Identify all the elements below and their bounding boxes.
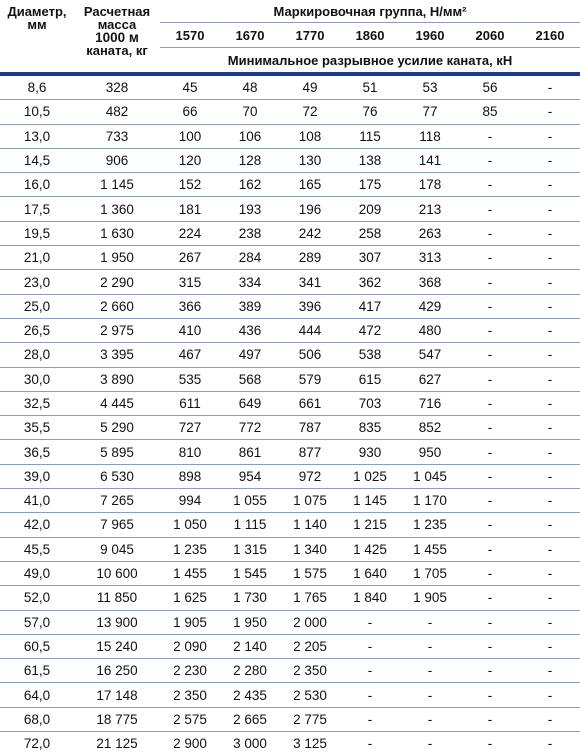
table-row [0, 76, 580, 100]
force-cell: 1 340 [280, 537, 340, 561]
force-cell: 178 [400, 173, 460, 197]
table-row [0, 683, 580, 707]
force-cell: 334 [220, 270, 280, 294]
force-cell: 76 [340, 100, 400, 124]
force-cell: - [400, 634, 460, 658]
mass-line-4: каната, кг [86, 43, 148, 58]
force-cell: - [400, 707, 460, 731]
force-cell: 53 [400, 76, 460, 100]
diameter-cell: 32,5 [0, 391, 74, 415]
force-cell: - [340, 683, 400, 707]
force-cell: - [520, 294, 580, 318]
force-cell: 162 [220, 173, 280, 197]
force-cell: - [520, 561, 580, 585]
diameter-cell: 61,5 [0, 659, 74, 683]
force-cell: - [460, 586, 520, 610]
force-cell: - [400, 610, 460, 634]
force-cell: 3 125 [293, 736, 327, 752]
force-cell: 1 045 [400, 464, 460, 488]
mass-cell: 6 530 [74, 464, 160, 488]
mass-cell: 1 360 [74, 197, 160, 221]
force-cell: - [340, 707, 400, 731]
table-row [0, 197, 580, 221]
force-cell: 2 000 [280, 610, 340, 634]
force-cell: 994 [160, 489, 220, 513]
force-cell: 115 [340, 124, 400, 148]
force-cell: 1 075 [280, 489, 340, 513]
force-cell: 213 [400, 197, 460, 221]
force-cell: 2 280 [220, 659, 280, 683]
force-cell: 3 000 [233, 736, 267, 752]
force-cell: - [460, 634, 520, 658]
force-cell: 611 [160, 391, 220, 415]
force-cell: - [520, 100, 580, 124]
table-row [0, 173, 580, 197]
force-cell: - [520, 464, 580, 488]
force-cell: - [460, 148, 520, 172]
mass-cell: 3 890 [74, 367, 160, 391]
mass-cell: 1 145 [74, 173, 160, 197]
force-cell: 954 [220, 464, 280, 488]
force-cell: 615 [340, 367, 400, 391]
force-cell: 1 455 [400, 537, 460, 561]
grade-header-1860: 1860 [340, 23, 400, 48]
diameter-cell: 21,0 [0, 246, 74, 270]
table-row [0, 537, 580, 561]
diameter-cell: 72,0 [23, 736, 51, 752]
force-cell: - [460, 246, 520, 270]
mass-line-1: Расчетная [83, 4, 151, 19]
force-cell: - [460, 440, 520, 464]
force-cell: - [547, 736, 553, 752]
force-cell: 238 [220, 221, 280, 245]
mass-cell: 15 240 [74, 634, 160, 658]
force-cell: 1 840 [340, 586, 400, 610]
force-cell: 1 235 [400, 513, 460, 537]
table-row [0, 294, 580, 318]
force-cell: 313 [400, 246, 460, 270]
mass-cell: 328 [74, 76, 160, 100]
force-cell: - [340, 659, 400, 683]
mass-cell: 482 [74, 100, 160, 124]
force-cell: - [520, 318, 580, 342]
force-cell: - [460, 513, 520, 537]
force-cell: 568 [220, 367, 280, 391]
mass-cell: 7 265 [74, 489, 160, 513]
force-cell: 49 [280, 76, 340, 100]
force-cell: 128 [220, 148, 280, 172]
force-cell: 535 [160, 367, 220, 391]
diameter-cell: 23,0 [0, 270, 74, 294]
force-cell: - [520, 246, 580, 270]
force-cell: 100 [160, 124, 220, 148]
force-cell: - [460, 610, 520, 634]
grade-header-1960: 1960 [400, 23, 460, 48]
diameter-header [0, 0, 74, 72]
force-cell: - [460, 294, 520, 318]
force-cell: 972 [280, 464, 340, 488]
force-cell: 56 [460, 76, 520, 100]
mass-cell: 733 [74, 124, 160, 148]
force-cell: - [460, 391, 520, 415]
table-row [0, 343, 580, 367]
force-cell: 1 115 [220, 513, 280, 537]
force-cell: 852 [400, 416, 460, 440]
table-row [0, 586, 580, 610]
force-cell: - [460, 561, 520, 585]
force-cell: 930 [340, 440, 400, 464]
force-cell: 444 [280, 318, 340, 342]
force-cell: 108 [280, 124, 340, 148]
force-cell: 1 640 [340, 561, 400, 585]
force-cell: - [460, 318, 520, 342]
table-row [0, 148, 580, 172]
force-cell: 2 205 [280, 634, 340, 658]
force-cell: - [400, 683, 460, 707]
force-cell: - [520, 76, 580, 100]
mass-cell: 5 290 [74, 416, 160, 440]
force-cell: 1 140 [280, 513, 340, 537]
force-cell: 1 145 [340, 489, 400, 513]
force-cell: - [520, 391, 580, 415]
force-cell: - [340, 634, 400, 658]
force-cell: 48 [220, 76, 280, 100]
force-cell: - [520, 367, 580, 391]
force-cell: 341 [280, 270, 340, 294]
force-cell: 877 [280, 440, 340, 464]
table-row [0, 318, 580, 342]
diameter-cell: 36,5 [0, 440, 74, 464]
force-cell: 1 730 [220, 586, 280, 610]
force-cell: 138 [340, 148, 400, 172]
force-cell: 547 [400, 343, 460, 367]
diameter-cell: 28,0 [0, 343, 74, 367]
force-cell: 835 [340, 416, 400, 440]
force-cell: - [460, 173, 520, 197]
mass-line-3: 1000 м [95, 30, 139, 45]
force-cell: 716 [400, 391, 460, 415]
force-cell: - [460, 197, 520, 221]
force-cell: - [460, 683, 520, 707]
force-cell: 307 [340, 246, 400, 270]
force-cell: 175 [340, 173, 400, 197]
mass-cell: 2 975 [74, 318, 160, 342]
force-cell: 45 [160, 76, 220, 100]
force-cell: - [520, 586, 580, 610]
force-cell: - [460, 367, 520, 391]
force-cell: 410 [160, 318, 220, 342]
force-cell: 289 [280, 246, 340, 270]
diameter-cell: 14,5 [0, 148, 74, 172]
force-cell: 772 [220, 416, 280, 440]
force-cell: - [460, 659, 520, 683]
force-cell: 417 [340, 294, 400, 318]
force-cell: 1 765 [280, 586, 340, 610]
force-cell: - [520, 683, 580, 707]
force-cell: - [460, 343, 520, 367]
force-cell: 2 775 [280, 707, 340, 731]
diameter-label: Диаметр, [7, 4, 67, 19]
force-cell: 70 [220, 100, 280, 124]
diameter-cell: 26,5 [0, 318, 74, 342]
force-cell: 263 [400, 221, 460, 245]
diameter-cell: 10,5 [0, 100, 74, 124]
force-cell: 2 530 [280, 683, 340, 707]
diameter-cell: 68,0 [0, 707, 74, 731]
force-cell: - [520, 707, 580, 731]
force-cell: 72 [280, 100, 340, 124]
mass-cell: 5 895 [74, 440, 160, 464]
force-cell: 2 435 [220, 683, 280, 707]
force-cell: 2 900 [173, 736, 207, 752]
diameter-unit: мм [27, 17, 47, 32]
table-row [0, 464, 580, 488]
diameter-cell: 13,0 [0, 124, 74, 148]
table-row [0, 367, 580, 391]
marking-group-header: Маркировочная группа, Н/мм² [160, 0, 580, 23]
table-row [0, 100, 580, 124]
mass-line-2: масса [97, 17, 137, 32]
table-body [0, 76, 580, 755]
mass-cell: 9 045 [74, 537, 160, 561]
diameter-cell: 35,5 [0, 416, 74, 440]
diameter-cell: 60,5 [0, 634, 74, 658]
diameter-cell: 42,0 [0, 513, 74, 537]
force-cell: - [460, 270, 520, 294]
force-cell: 1 905 [160, 610, 220, 634]
force-cell: 472 [340, 318, 400, 342]
grade-header-1770: 1770 [280, 23, 340, 48]
force-cell: 141 [400, 148, 460, 172]
force-cell: - [520, 124, 580, 148]
force-cell: 787 [280, 416, 340, 440]
force-cell: 1 905 [400, 586, 460, 610]
force-cell: 1 215 [340, 513, 400, 537]
force-cell: 661 [280, 391, 340, 415]
force-cell: - [340, 610, 400, 634]
table-row [0, 610, 580, 634]
force-cell: 368 [400, 270, 460, 294]
force-cell: 1 025 [340, 464, 400, 488]
table-row [0, 732, 580, 755]
force-cell: - [520, 659, 580, 683]
table-header [0, 0, 580, 76]
force-cell: - [520, 416, 580, 440]
force-cell: 1 315 [220, 537, 280, 561]
table-row [0, 246, 580, 270]
force-cell: 152 [160, 173, 220, 197]
force-cell: 2 350 [280, 659, 340, 683]
force-cell: 2 090 [160, 634, 220, 658]
force-cell: 1 705 [400, 561, 460, 585]
table-row [0, 221, 580, 245]
force-cell: 861 [220, 440, 280, 464]
force-cell: - [520, 513, 580, 537]
force-cell: 118 [400, 124, 460, 148]
force-cell: 2 230 [160, 659, 220, 683]
force-cell: 436 [220, 318, 280, 342]
mass-cell: 1 630 [74, 221, 160, 245]
force-cell: 106 [220, 124, 280, 148]
force-cell: 284 [220, 246, 280, 270]
force-cell: 2 575 [160, 707, 220, 731]
force-cell: 396 [280, 294, 340, 318]
force-cell: 579 [280, 367, 340, 391]
force-cell: - [367, 736, 373, 752]
force-cell: 1 050 [160, 513, 220, 537]
force-cell: 267 [160, 246, 220, 270]
force-cell: 85 [460, 100, 520, 124]
force-cell: 1 455 [160, 561, 220, 585]
force-cell: 165 [280, 173, 340, 197]
grade-header-2060: 2060 [460, 23, 520, 48]
force-cell: - [460, 464, 520, 488]
diameter-cell: 41,0 [0, 489, 74, 513]
table-row [0, 561, 580, 585]
force-cell: - [460, 124, 520, 148]
force-cell: - [520, 270, 580, 294]
mass-cell: 13 900 [74, 610, 160, 634]
diameter-cell: 16,0 [0, 173, 74, 197]
diameter-cell: 19,5 [0, 221, 74, 245]
force-cell: 1 545 [220, 561, 280, 585]
force-cell: 480 [400, 318, 460, 342]
force-cell: 497 [220, 343, 280, 367]
force-cell: 389 [220, 294, 280, 318]
table-row [0, 634, 580, 658]
force-cell: 66 [160, 100, 220, 124]
mass-cell: 21 125 [96, 736, 138, 752]
force-cell: - [487, 736, 493, 752]
force-cell: - [460, 416, 520, 440]
force-cell: 1 950 [220, 610, 280, 634]
mass-cell: 2 660 [74, 294, 160, 318]
table-row [0, 440, 580, 464]
force-cell: 51 [340, 76, 400, 100]
diameter-cell: 25,0 [0, 294, 74, 318]
mass-cell: 906 [74, 148, 160, 172]
force-cell: 258 [340, 221, 400, 245]
diameter-cell: 49,0 [0, 561, 74, 585]
force-cell: - [460, 707, 520, 731]
mass-cell: 2 290 [74, 270, 160, 294]
table-row [0, 124, 580, 148]
force-cell: 898 [160, 464, 220, 488]
force-cell: 224 [160, 221, 220, 245]
force-cell: 627 [400, 367, 460, 391]
table-row [0, 391, 580, 415]
mass-cell: 18 775 [74, 707, 160, 731]
force-cell: 193 [220, 197, 280, 221]
force-cell: 429 [400, 294, 460, 318]
force-cell: 77 [400, 100, 460, 124]
mass-cell: 17 148 [74, 683, 160, 707]
force-cell: - [460, 221, 520, 245]
grade-header-2160: 2160 [520, 23, 580, 48]
force-cell: 1 625 [160, 586, 220, 610]
force-cell: 120 [160, 148, 220, 172]
force-cell: 209 [340, 197, 400, 221]
force-cell: - [427, 736, 433, 752]
force-cell: 366 [160, 294, 220, 318]
force-cell: 1 055 [220, 489, 280, 513]
table-row [0, 270, 580, 294]
force-cell: 242 [280, 221, 340, 245]
table-row [0, 489, 580, 513]
force-cell: 1 235 [160, 537, 220, 561]
force-cell: 950 [400, 440, 460, 464]
force-cell: 810 [160, 440, 220, 464]
force-cell: - [520, 489, 580, 513]
force-cell: 362 [340, 270, 400, 294]
force-cell: 649 [220, 391, 280, 415]
force-cell: - [520, 173, 580, 197]
mass-cell: 3 395 [74, 343, 160, 367]
diameter-cell: 17,5 [0, 197, 74, 221]
table-row [0, 659, 580, 683]
force-cell: 506 [280, 343, 340, 367]
table-row [0, 513, 580, 537]
force-cell: - [520, 343, 580, 367]
table-row [0, 416, 580, 440]
force-cell: 181 [160, 197, 220, 221]
table-row [0, 707, 580, 731]
diameter-cell: 39,0 [0, 464, 74, 488]
mass-cell: 10 600 [74, 561, 160, 585]
force-cell: 130 [280, 148, 340, 172]
force-cell: 196 [280, 197, 340, 221]
mass-cell: 4 445 [74, 391, 160, 415]
diameter-cell: 8,6 [0, 76, 74, 100]
force-cell: 2 140 [220, 634, 280, 658]
force-cell: - [460, 489, 520, 513]
force-cell: - [520, 440, 580, 464]
force-cell: 315 [160, 270, 220, 294]
force-cell: - [460, 537, 520, 561]
force-cell: - [520, 197, 580, 221]
force-cell: 1 170 [400, 489, 460, 513]
force-cell: - [520, 634, 580, 658]
force-cell: - [520, 537, 580, 561]
force-cell: 727 [160, 416, 220, 440]
force-cell: - [520, 610, 580, 634]
mass-cell: 7 965 [74, 513, 160, 537]
diameter-cell: 30,0 [0, 367, 74, 391]
force-cell: 2 350 [160, 683, 220, 707]
grade-header-1670: 1670 [220, 23, 280, 48]
diameter-cell: 57,0 [0, 610, 74, 634]
diameter-cell: 45,5 [0, 537, 74, 561]
force-cell: 1 425 [340, 537, 400, 561]
mass-cell: 1 950 [74, 246, 160, 270]
force-cell: - [400, 659, 460, 683]
force-cell: 703 [340, 391, 400, 415]
force-cell: 538 [340, 343, 400, 367]
force-cell: - [520, 221, 580, 245]
force-cell: 467 [160, 343, 220, 367]
force-cell: 2 665 [220, 707, 280, 731]
mass-cell: 11 850 [74, 586, 160, 610]
breaking-force-header: Минимальное разрывное усилие каната, кН [227, 52, 513, 68]
force-cell: - [520, 148, 580, 172]
grade-header-1570: 1570 [160, 23, 220, 48]
mass-header [74, 0, 160, 72]
mass-cell: 16 250 [74, 659, 160, 683]
force-cell: 1 575 [280, 561, 340, 585]
diameter-cell: 52,0 [0, 586, 74, 610]
diameter-cell: 64,0 [0, 683, 74, 707]
